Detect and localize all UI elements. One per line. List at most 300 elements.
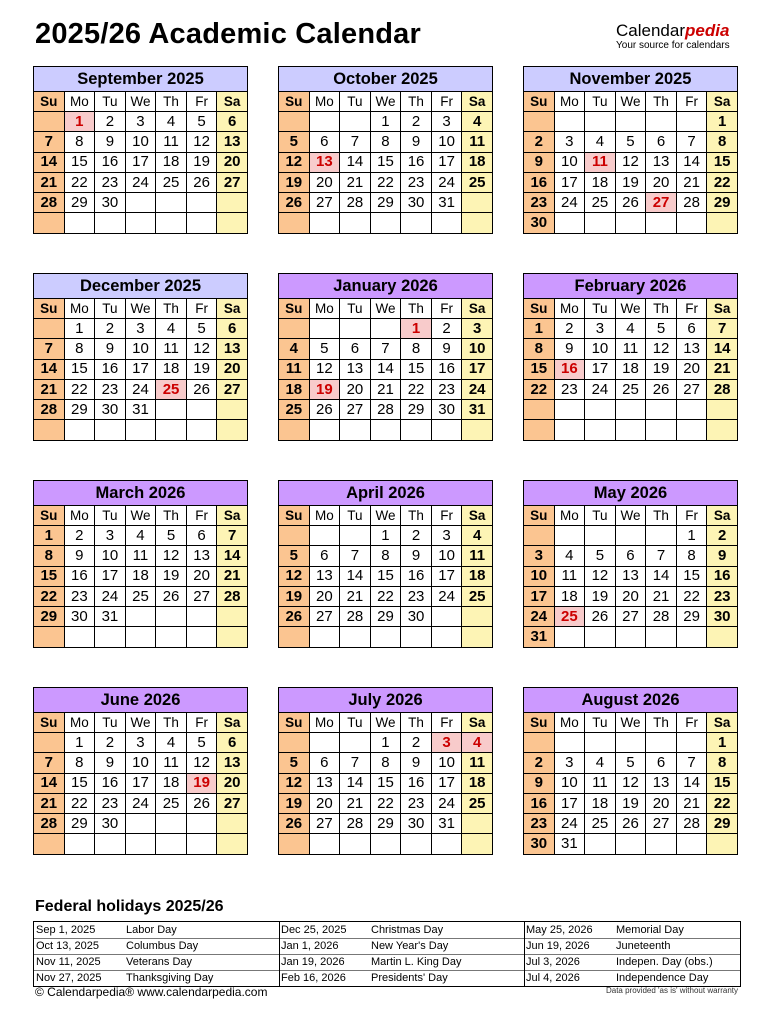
day-cell[interactable]: 15	[707, 773, 738, 793]
day-cell[interactable]: 25	[615, 379, 646, 399]
day-cell[interactable]: 25	[462, 793, 493, 813]
day-cell[interactable]: 26	[279, 814, 310, 834]
day-cell[interactable]: 13	[309, 773, 340, 793]
day-cell[interactable]: 17	[125, 152, 156, 172]
day-cell[interactable]: 21	[676, 793, 707, 813]
day-cell[interactable]: 3	[431, 112, 462, 132]
day-cell[interactable]: 9	[524, 773, 555, 793]
day-cell[interactable]: 27	[309, 607, 340, 627]
day-cell[interactable]: 24	[431, 793, 462, 813]
day-cell[interactable]: 2	[707, 526, 738, 546]
day-cell[interactable]: 16	[401, 566, 432, 586]
day-cell[interactable]: 3	[554, 132, 585, 152]
day-cell[interactable]: 5	[156, 526, 187, 546]
day-cell[interactable]: 23	[554, 379, 585, 399]
day-cell[interactable]: 16	[524, 172, 555, 192]
day-cell[interactable]: 7	[370, 339, 401, 359]
day-cell[interactable]: 2	[524, 753, 555, 773]
day-cell[interactable]: 11	[585, 152, 616, 172]
day-cell[interactable]: 6	[615, 546, 646, 566]
day-cell[interactable]: 11	[462, 753, 493, 773]
day-cell[interactable]: 13	[340, 359, 371, 379]
day-cell[interactable]: 14	[370, 359, 401, 379]
day-cell[interactable]: 7	[34, 339, 65, 359]
day-cell[interactable]: 16	[95, 359, 126, 379]
day-cell[interactable]: 30	[401, 814, 432, 834]
day-cell[interactable]: 14	[34, 152, 65, 172]
day-cell[interactable]: 10	[125, 339, 156, 359]
day-cell[interactable]: 9	[431, 339, 462, 359]
day-cell[interactable]: 5	[186, 112, 217, 132]
day-cell[interactable]: 26	[186, 793, 217, 813]
day-cell[interactable]: 18	[554, 586, 585, 606]
day-cell[interactable]: 10	[125, 753, 156, 773]
day-cell[interactable]: 21	[676, 172, 707, 192]
day-cell[interactable]: 5	[186, 319, 217, 339]
day-cell[interactable]: 22	[707, 793, 738, 813]
day-cell[interactable]: 20	[309, 586, 340, 606]
day-cell[interactable]: 27	[309, 814, 340, 834]
day-cell[interactable]: 19	[279, 172, 310, 192]
day-cell[interactable]: 28	[340, 607, 371, 627]
day-cell[interactable]: 22	[370, 586, 401, 606]
day-cell[interactable]: 1	[707, 112, 738, 132]
day-cell[interactable]: 3	[125, 319, 156, 339]
day-cell[interactable]: 25	[156, 172, 187, 192]
day-cell[interactable]: 28	[370, 400, 401, 420]
day-cell[interactable]: 10	[95, 546, 126, 566]
day-cell[interactable]: 10	[431, 132, 462, 152]
day-cell[interactable]: 12	[186, 132, 217, 152]
day-cell[interactable]: 9	[554, 339, 585, 359]
day-cell[interactable]: 30	[64, 607, 95, 627]
day-cell[interactable]: 15	[370, 566, 401, 586]
day-cell[interactable]: 18	[585, 793, 616, 813]
day-cell[interactable]: 20	[615, 586, 646, 606]
day-cell[interactable]: 29	[34, 607, 65, 627]
day-cell[interactable]: 9	[64, 546, 95, 566]
day-cell[interactable]: 18	[462, 152, 493, 172]
day-cell[interactable]: 30	[524, 213, 555, 233]
day-cell[interactable]: 1	[64, 112, 95, 132]
day-cell[interactable]: 23	[95, 379, 126, 399]
day-cell[interactable]: 29	[707, 193, 738, 213]
day-cell[interactable]: 21	[34, 172, 65, 192]
day-cell[interactable]: 30	[401, 193, 432, 213]
day-cell[interactable]: 11	[156, 339, 187, 359]
day-cell[interactable]: 31	[431, 193, 462, 213]
day-cell[interactable]: 28	[217, 586, 248, 606]
day-cell[interactable]: 15	[64, 773, 95, 793]
day-cell[interactable]: 22	[707, 172, 738, 192]
day-cell[interactable]: 28	[646, 607, 677, 627]
day-cell[interactable]: 7	[340, 546, 371, 566]
day-cell[interactable]: 19	[156, 566, 187, 586]
day-cell[interactable]: 17	[554, 793, 585, 813]
day-cell[interactable]: 16	[95, 152, 126, 172]
day-cell[interactable]: 14	[676, 773, 707, 793]
day-cell[interactable]: 16	[95, 773, 126, 793]
day-cell[interactable]: 28	[34, 193, 65, 213]
day-cell[interactable]: 8	[370, 546, 401, 566]
day-cell[interactable]: 15	[401, 359, 432, 379]
day-cell[interactable]: 29	[64, 400, 95, 420]
day-cell[interactable]: 17	[95, 566, 126, 586]
day-cell[interactable]: 30	[707, 607, 738, 627]
day-cell[interactable]: 2	[64, 526, 95, 546]
day-cell[interactable]: 22	[34, 586, 65, 606]
day-cell[interactable]: 8	[64, 339, 95, 359]
day-cell[interactable]: 22	[401, 379, 432, 399]
day-cell[interactable]: 8	[64, 753, 95, 773]
day-cell[interactable]: 24	[554, 193, 585, 213]
day-cell[interactable]: 6	[217, 733, 248, 753]
day-cell[interactable]: 15	[64, 359, 95, 379]
day-cell[interactable]: 13	[615, 566, 646, 586]
day-cell[interactable]: 4	[615, 319, 646, 339]
day-cell[interactable]: 29	[370, 607, 401, 627]
day-cell[interactable]: 2	[401, 526, 432, 546]
day-cell[interactable]: 25	[585, 814, 616, 834]
day-cell[interactable]: 14	[707, 339, 738, 359]
day-cell[interactable]: 18	[156, 152, 187, 172]
day-cell[interactable]: 16	[431, 359, 462, 379]
day-cell[interactable]: 23	[401, 172, 432, 192]
day-cell[interactable]: 11	[156, 753, 187, 773]
day-cell[interactable]: 1	[707, 733, 738, 753]
day-cell[interactable]: 1	[64, 733, 95, 753]
day-cell[interactable]: 24	[125, 793, 156, 813]
day-cell[interactable]: 8	[707, 753, 738, 773]
day-cell[interactable]: 21	[34, 379, 65, 399]
day-cell[interactable]: 12	[156, 546, 187, 566]
day-cell[interactable]: 3	[125, 733, 156, 753]
day-cell[interactable]: 20	[340, 379, 371, 399]
day-cell[interactable]: 30	[524, 834, 555, 854]
day-cell[interactable]: 11	[554, 566, 585, 586]
day-cell[interactable]: 10	[431, 546, 462, 566]
day-cell[interactable]: 31	[431, 814, 462, 834]
day-cell[interactable]: 27	[217, 379, 248, 399]
day-cell[interactable]: 26	[615, 814, 646, 834]
day-cell[interactable]: 12	[615, 152, 646, 172]
day-cell[interactable]: 20	[646, 793, 677, 813]
day-cell[interactable]: 8	[370, 132, 401, 152]
day-cell[interactable]: 27	[340, 400, 371, 420]
day-cell[interactable]: 26	[309, 400, 340, 420]
day-cell[interactable]: 21	[370, 379, 401, 399]
day-cell[interactable]: 26	[279, 607, 310, 627]
day-cell[interactable]: 13	[217, 753, 248, 773]
day-cell[interactable]: 29	[370, 193, 401, 213]
day-cell[interactable]: 15	[707, 152, 738, 172]
day-cell[interactable]: 7	[340, 132, 371, 152]
day-cell[interactable]: 17	[554, 172, 585, 192]
day-cell[interactable]: 29	[707, 814, 738, 834]
day-cell[interactable]: 4	[156, 733, 187, 753]
day-cell[interactable]: 13	[217, 339, 248, 359]
day-cell[interactable]: 28	[34, 814, 65, 834]
day-cell[interactable]: 17	[125, 773, 156, 793]
day-cell[interactable]: 8	[34, 546, 65, 566]
day-cell[interactable]: 6	[217, 112, 248, 132]
day-cell[interactable]: 21	[340, 172, 371, 192]
day-cell[interactable]: 14	[340, 773, 371, 793]
day-cell[interactable]: 24	[125, 172, 156, 192]
day-cell[interactable]: 25	[554, 607, 585, 627]
day-cell[interactable]: 19	[186, 359, 217, 379]
day-cell[interactable]: 10	[554, 152, 585, 172]
day-cell[interactable]: 24	[585, 379, 616, 399]
day-cell[interactable]: 14	[646, 566, 677, 586]
day-cell[interactable]: 13	[646, 773, 677, 793]
day-cell[interactable]: 15	[370, 773, 401, 793]
day-cell[interactable]: 17	[585, 359, 616, 379]
day-cell[interactable]: 15	[676, 566, 707, 586]
day-cell[interactable]: 23	[707, 586, 738, 606]
day-cell[interactable]: 11	[462, 546, 493, 566]
day-cell[interactable]: 7	[340, 753, 371, 773]
day-cell[interactable]: 2	[401, 112, 432, 132]
day-cell[interactable]: 19	[615, 172, 646, 192]
day-cell[interactable]: 30	[95, 400, 126, 420]
day-cell[interactable]: 4	[462, 733, 493, 753]
day-cell[interactable]: 25	[125, 586, 156, 606]
day-cell[interactable]: 30	[95, 814, 126, 834]
day-cell[interactable]: 27	[186, 586, 217, 606]
day-cell[interactable]: 27	[309, 193, 340, 213]
day-cell[interactable]: 7	[217, 526, 248, 546]
day-cell[interactable]: 1	[370, 733, 401, 753]
day-cell[interactable]: 3	[462, 319, 493, 339]
day-cell[interactable]: 18	[125, 566, 156, 586]
day-cell[interactable]: 24	[431, 586, 462, 606]
day-cell[interactable]: 4	[585, 132, 616, 152]
day-cell[interactable]: 2	[554, 319, 585, 339]
day-cell[interactable]: 23	[64, 586, 95, 606]
day-cell[interactable]: 5	[279, 753, 310, 773]
day-cell[interactable]: 11	[279, 359, 310, 379]
day-cell[interactable]: 8	[676, 546, 707, 566]
day-cell[interactable]: 9	[95, 753, 126, 773]
day-cell[interactable]: 23	[431, 379, 462, 399]
day-cell[interactable]: 5	[279, 132, 310, 152]
day-cell[interactable]: 21	[34, 793, 65, 813]
day-cell[interactable]: 28	[34, 400, 65, 420]
day-cell[interactable]: 31	[125, 400, 156, 420]
day-cell[interactable]: 23	[524, 814, 555, 834]
day-cell[interactable]: 8	[64, 132, 95, 152]
day-cell[interactable]: 10	[585, 339, 616, 359]
day-cell[interactable]: 19	[646, 359, 677, 379]
day-cell[interactable]: 28	[340, 814, 371, 834]
day-cell[interactable]: 2	[431, 319, 462, 339]
day-cell[interactable]: 9	[524, 152, 555, 172]
day-cell[interactable]: 2	[95, 733, 126, 753]
day-cell[interactable]: 17	[524, 586, 555, 606]
brand-logo[interactable]	[616, 22, 738, 52]
day-cell[interactable]: 14	[340, 566, 371, 586]
day-cell[interactable]: 1	[401, 319, 432, 339]
day-cell[interactable]: 11	[615, 339, 646, 359]
day-cell[interactable]: 20	[217, 152, 248, 172]
day-cell[interactable]: 18	[462, 566, 493, 586]
day-cell[interactable]: 5	[186, 733, 217, 753]
day-cell[interactable]: 14	[676, 152, 707, 172]
day-cell[interactable]: 6	[340, 339, 371, 359]
day-cell[interactable]: 6	[186, 526, 217, 546]
day-cell[interactable]: 23	[95, 793, 126, 813]
day-cell[interactable]: 7	[676, 132, 707, 152]
day-cell[interactable]: 9	[95, 339, 126, 359]
day-cell[interactable]: 5	[646, 319, 677, 339]
day-cell[interactable]: 19	[615, 793, 646, 813]
day-cell[interactable]: 7	[707, 319, 738, 339]
day-cell[interactable]: 9	[707, 546, 738, 566]
day-cell[interactable]: 31	[95, 607, 126, 627]
day-cell[interactable]: 8	[707, 132, 738, 152]
day-cell[interactable]: 4	[125, 526, 156, 546]
day-cell[interactable]: 11	[125, 546, 156, 566]
day-cell[interactable]: 19	[309, 379, 340, 399]
day-cell[interactable]: 16	[707, 566, 738, 586]
day-cell[interactable]: 19	[186, 152, 217, 172]
day-cell[interactable]: 16	[401, 152, 432, 172]
day-cell[interactable]: 18	[585, 172, 616, 192]
day-cell[interactable]: 1	[676, 526, 707, 546]
day-cell[interactable]: 6	[646, 753, 677, 773]
day-cell[interactable]: 7	[676, 753, 707, 773]
day-cell[interactable]: 15	[524, 359, 555, 379]
day-cell[interactable]: 28	[340, 193, 371, 213]
day-cell[interactable]: 23	[524, 193, 555, 213]
day-cell[interactable]: 11	[585, 773, 616, 793]
day-cell[interactable]: 3	[554, 753, 585, 773]
day-cell[interactable]: 29	[64, 814, 95, 834]
day-cell[interactable]: 27	[217, 793, 248, 813]
day-cell[interactable]: 15	[370, 152, 401, 172]
day-cell[interactable]: 22	[370, 172, 401, 192]
day-cell[interactable]: 29	[401, 400, 432, 420]
day-cell[interactable]: 12	[615, 773, 646, 793]
day-cell[interactable]: 13	[309, 152, 340, 172]
day-cell[interactable]: 17	[431, 152, 462, 172]
day-cell[interactable]: 22	[524, 379, 555, 399]
day-cell[interactable]: 29	[64, 193, 95, 213]
day-cell[interactable]: 20	[646, 172, 677, 192]
day-cell[interactable]: 21	[217, 566, 248, 586]
day-cell[interactable]: 1	[370, 526, 401, 546]
day-cell[interactable]: 19	[279, 793, 310, 813]
day-cell[interactable]: 16	[524, 793, 555, 813]
day-cell[interactable]: 12	[279, 152, 310, 172]
day-cell[interactable]: 10	[462, 339, 493, 359]
day-cell[interactable]: 7	[34, 132, 65, 152]
day-cell[interactable]: 13	[646, 152, 677, 172]
day-cell[interactable]: 17	[431, 566, 462, 586]
day-cell[interactable]: 24	[554, 814, 585, 834]
day-cell[interactable]: 30	[95, 193, 126, 213]
day-cell[interactable]: 15	[34, 566, 65, 586]
day-cell[interactable]: 14	[34, 359, 65, 379]
day-cell[interactable]: 13	[309, 566, 340, 586]
day-cell[interactable]: 5	[309, 339, 340, 359]
day-cell[interactable]: 19	[279, 586, 310, 606]
day-cell[interactable]: 6	[217, 319, 248, 339]
day-cell[interactable]: 12	[279, 566, 310, 586]
day-cell[interactable]: 26	[585, 607, 616, 627]
day-cell[interactable]: 2	[95, 112, 126, 132]
day-cell[interactable]: 2	[524, 132, 555, 152]
day-cell[interactable]: 21	[340, 793, 371, 813]
day-cell[interactable]: 1	[370, 112, 401, 132]
day-cell[interactable]: 4	[554, 546, 585, 566]
day-cell[interactable]: 27	[676, 379, 707, 399]
day-cell[interactable]: 4	[156, 112, 187, 132]
day-cell[interactable]: 9	[401, 753, 432, 773]
day-cell[interactable]: 29	[370, 814, 401, 834]
day-cell[interactable]: 12	[646, 339, 677, 359]
day-cell[interactable]: 4	[585, 753, 616, 773]
day-cell[interactable]: 5	[615, 132, 646, 152]
day-cell[interactable]: 12	[186, 753, 217, 773]
day-cell[interactable]: 1	[34, 526, 65, 546]
day-cell[interactable]: 20	[309, 793, 340, 813]
day-cell[interactable]: 19	[186, 773, 217, 793]
day-cell[interactable]: 6	[309, 546, 340, 566]
day-cell[interactable]: 2	[95, 319, 126, 339]
day-cell[interactable]: 25	[462, 172, 493, 192]
day-cell[interactable]: 25	[156, 379, 187, 399]
day-cell[interactable]: 4	[156, 319, 187, 339]
day-cell[interactable]: 10	[524, 566, 555, 586]
day-cell[interactable]: 27	[615, 607, 646, 627]
day-cell[interactable]: 3	[524, 546, 555, 566]
day-cell[interactable]: 9	[401, 132, 432, 152]
day-cell[interactable]: 9	[401, 546, 432, 566]
day-cell[interactable]: 11	[156, 132, 187, 152]
day-cell[interactable]: 8	[370, 753, 401, 773]
day-cell[interactable]: 16	[64, 566, 95, 586]
day-cell[interactable]: 10	[554, 773, 585, 793]
day-cell[interactable]: 30	[431, 400, 462, 420]
day-cell[interactable]: 2	[401, 733, 432, 753]
day-cell[interactable]: 24	[431, 172, 462, 192]
day-cell[interactable]: 4	[462, 112, 493, 132]
day-cell[interactable]: 21	[646, 586, 677, 606]
day-cell[interactable]: 26	[279, 193, 310, 213]
day-cell[interactable]: 29	[676, 607, 707, 627]
day-cell[interactable]: 25	[462, 586, 493, 606]
day-cell[interactable]: 12	[186, 339, 217, 359]
day-cell[interactable]: 25	[279, 400, 310, 420]
day-cell[interactable]: 19	[585, 586, 616, 606]
day-cell[interactable]: 18	[156, 359, 187, 379]
day-cell[interactable]: 3	[431, 526, 462, 546]
day-cell[interactable]: 20	[217, 359, 248, 379]
day-cell[interactable]: 13	[676, 339, 707, 359]
day-cell[interactable]: 13	[186, 546, 217, 566]
day-cell[interactable]: 31	[554, 834, 585, 854]
day-cell[interactable]: 8	[401, 339, 432, 359]
day-cell[interactable]: 18	[156, 773, 187, 793]
day-cell[interactable]: 15	[64, 152, 95, 172]
day-cell[interactable]: 14	[34, 773, 65, 793]
day-cell[interactable]: 26	[156, 586, 187, 606]
day-cell[interactable]: 26	[646, 379, 677, 399]
day-cell[interactable]: 6	[309, 132, 340, 152]
day-cell[interactable]: 12	[309, 359, 340, 379]
